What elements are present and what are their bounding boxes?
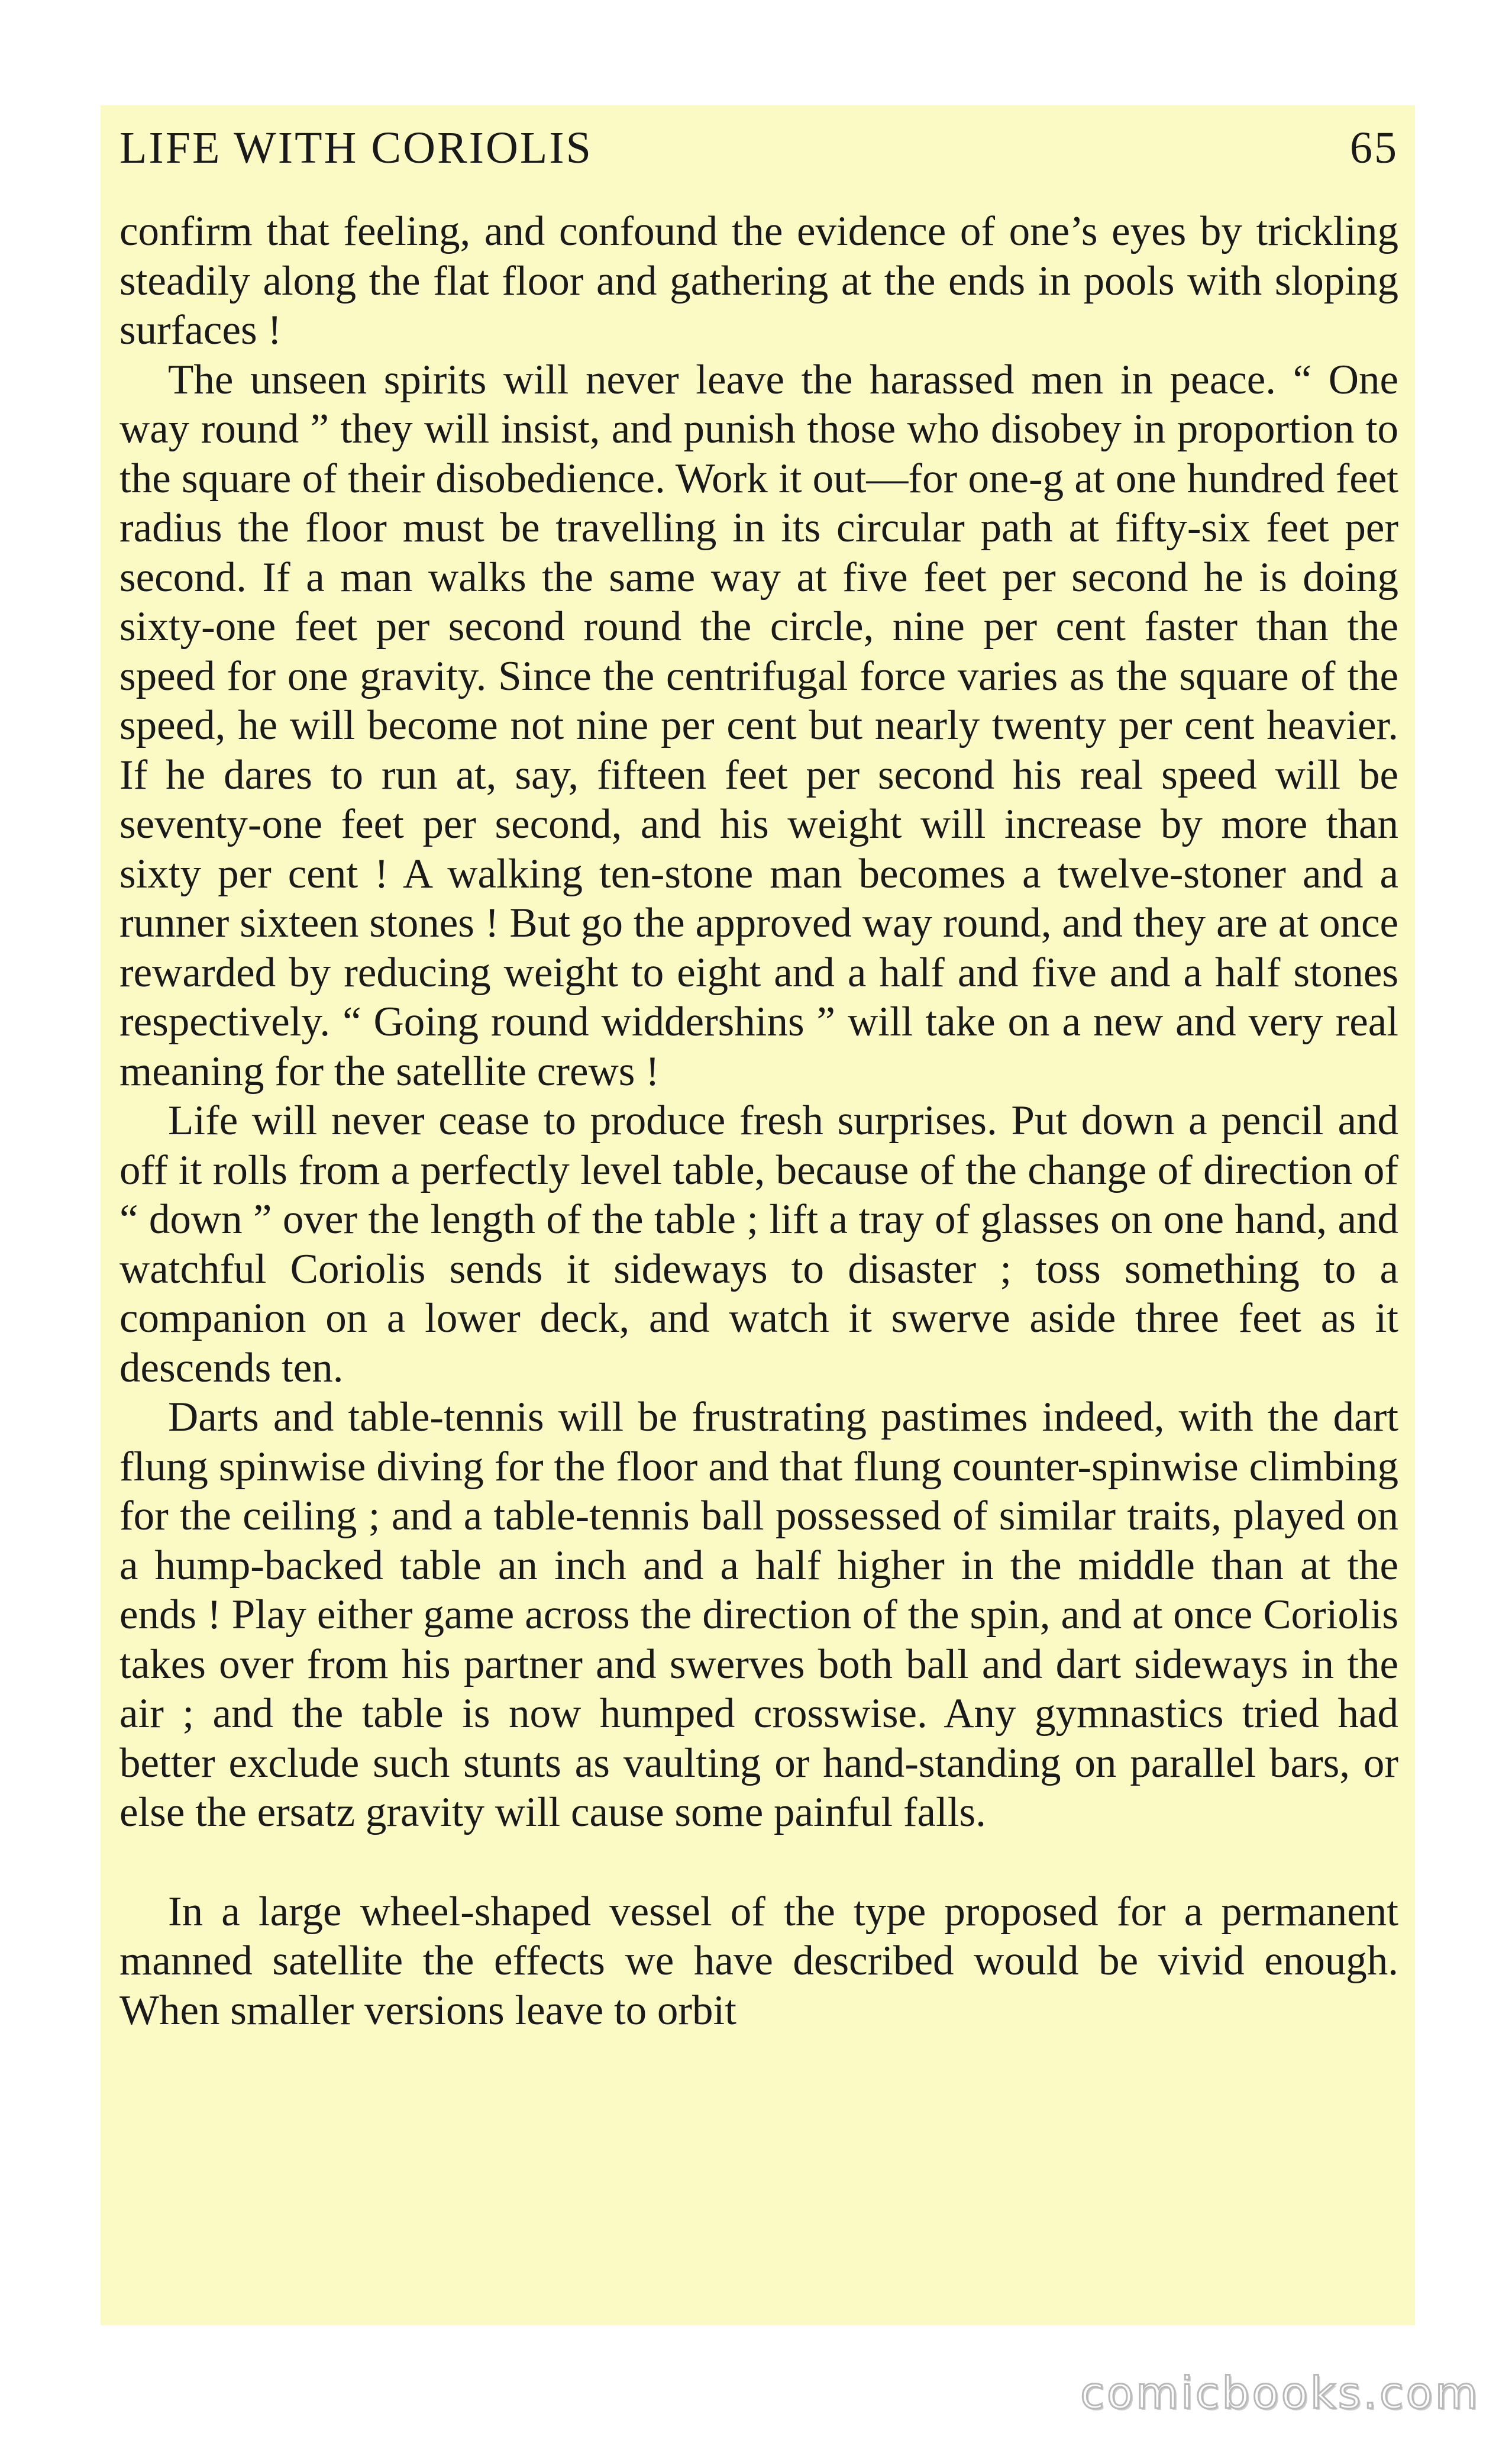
paragraph: Life will never cease to produce fresh surprises. Put down a pencil and off it rolls from a perfectly level table, because of the change of direction of “ down ” over the length of the table ; lift a tray of glasses on one hand, and watchful Coriolis sends it sideways to disaster ; toss something to a companion on a lower deck, and watch it swerve aside three feet as it descends ten.: [119, 1098, 1398, 1391]
paragraph-continuation: confirm that feeling, and confound the evidence of one’s eyes by trickling steadily along the flat floor and gathering at the ends in pools with sloping surfaces !: [119, 208, 1398, 353]
paragraph: Darts and table-tennis will be frustrating pastimes indeed, with the dart flung spinwise diving for the floor and that flung counter-spinwise climbing for the ceiling ; and a table-tennis ball possessed of similar traits, played on a hump-backed table an inch and a half higher in the middle than at the ends ! Play either game across the direction of the spin, and at once Coriolis takes over from his partner and swerves both ball and dart sideways in the air ; and the table is now humped crosswise. Any gymnastics tried had better exclude such stunts as vaulting or hand-standing on parallel bars, or else the ersatz gravity will cause some painful falls.: [119, 1394, 1398, 1835]
page-number: 65: [1350, 122, 1398, 173]
body-text: [119, 207, 1398, 2035]
paragraph: The unseen spirits will never leave the harassed men in peace. “ One way round ” they will insist, and punish those who disobey in proportion to the square of their disobedience. Work it out—for one-g at one hundred feet radius the floor must be travelling in its circular path at fifty-six feet per second. If a man walks the same way at five feet per second he is doing sixty-one feet per second round the circle, nine per cent faster than the speed for one gravity. Since the centrifugal force varies as the square of the speed, he will become not nine per cent but nearly twenty per cent heavier. If he dares to run at, say, fifteen feet per second his real speed will be seventy-one feet per second, and his weight will increase by more than sixty per cent ! A walking ten-stone man becomes a twelve-stoner and a runner sixteen stones ! But go the approved way round, and they are at once rewarded by reducing weight to eight and a half and five and a half stones respectively. “ Going round widdershins ” will take on a new and very real meaning for the satellite crews !: [119, 356, 1398, 1095]
paragraph: In a large wheel-shaped vessel of the type proposed for a permanent manned satellite the effects we have described would be vivid enough. When smaller versions leave to orbit: [119, 1888, 1398, 2034]
site-watermark: comicbooks.com: [1080, 2368, 1480, 2419]
book-page: [101, 105, 1415, 2325]
page-header: [119, 118, 1398, 178]
running-title: LIFE WITH CORIOLIS: [119, 122, 593, 173]
